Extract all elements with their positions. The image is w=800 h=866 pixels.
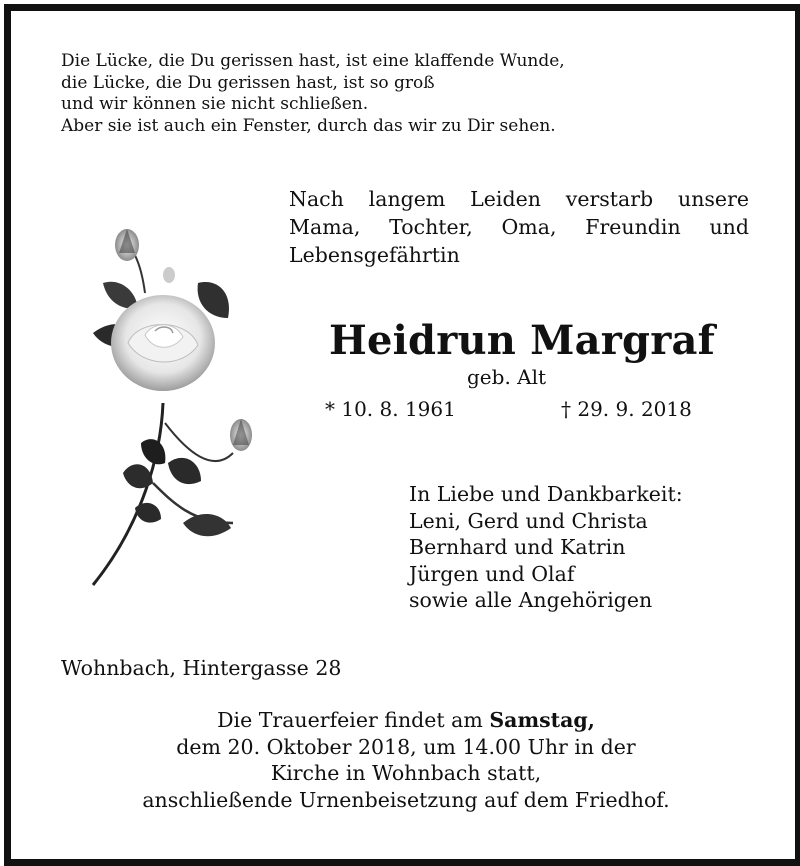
funeral-line: anschließende Urnenbeisetzung auf dem Friedhof. xyxy=(142,787,670,812)
announcement-line: Lebensgefährtin xyxy=(289,243,460,267)
poem-line: Aber sie ist auch ein Fenster, durch das wir zu Dir sehen. xyxy=(61,115,556,136)
funeral-line-text: Die Trauerfeier findet am xyxy=(217,708,490,732)
poem-line: die Lücke, die Du gerissen hast, ist so groß xyxy=(61,72,435,93)
mourners-list xyxy=(409,481,683,614)
announcement-line: Mama, Tochter, Oma, Freundin und xyxy=(289,215,749,239)
announcement-line: Nach langem Leiden verstarb unsere xyxy=(289,187,749,211)
funeral-line: dem 20. Oktober 2018, um 14.00 Uhr in der xyxy=(176,734,636,759)
poem-line: und wir können sie nicht schließen. xyxy=(61,94,369,114)
birth-date: * 10. 8. 1961 xyxy=(325,397,456,421)
mourners-heading: In Liebe und Dankbarkeit: xyxy=(409,482,683,506)
funeral-day: Samstag, xyxy=(489,708,595,732)
deceased-name: Heidrun Margraf xyxy=(329,317,716,364)
funeral-details xyxy=(51,707,761,813)
poem xyxy=(61,51,565,137)
maiden-name: geb. Alt xyxy=(467,365,547,389)
rose-icon xyxy=(83,223,273,601)
mourner-name: sowie alle Angehörigen xyxy=(409,588,653,612)
address: Wohnbach, Hintergasse 28 xyxy=(61,656,342,680)
funeral-line: Kirche in Wohnbach statt, xyxy=(270,761,542,785)
death-date: † 29. 9. 2018 xyxy=(561,397,692,421)
poem-line: Die Lücke, die Du gerissen hast, ist eine klaffende Wunde, xyxy=(61,51,565,71)
funeral-line xyxy=(51,707,761,734)
death-announcement xyxy=(289,185,749,269)
mourner-name: Bernhard und Katrin xyxy=(409,535,626,559)
mourner-name: Jürgen und Olaf xyxy=(409,561,575,586)
notice-border xyxy=(4,4,800,866)
mourner-name: Leni, Gerd und Christa xyxy=(409,508,648,533)
